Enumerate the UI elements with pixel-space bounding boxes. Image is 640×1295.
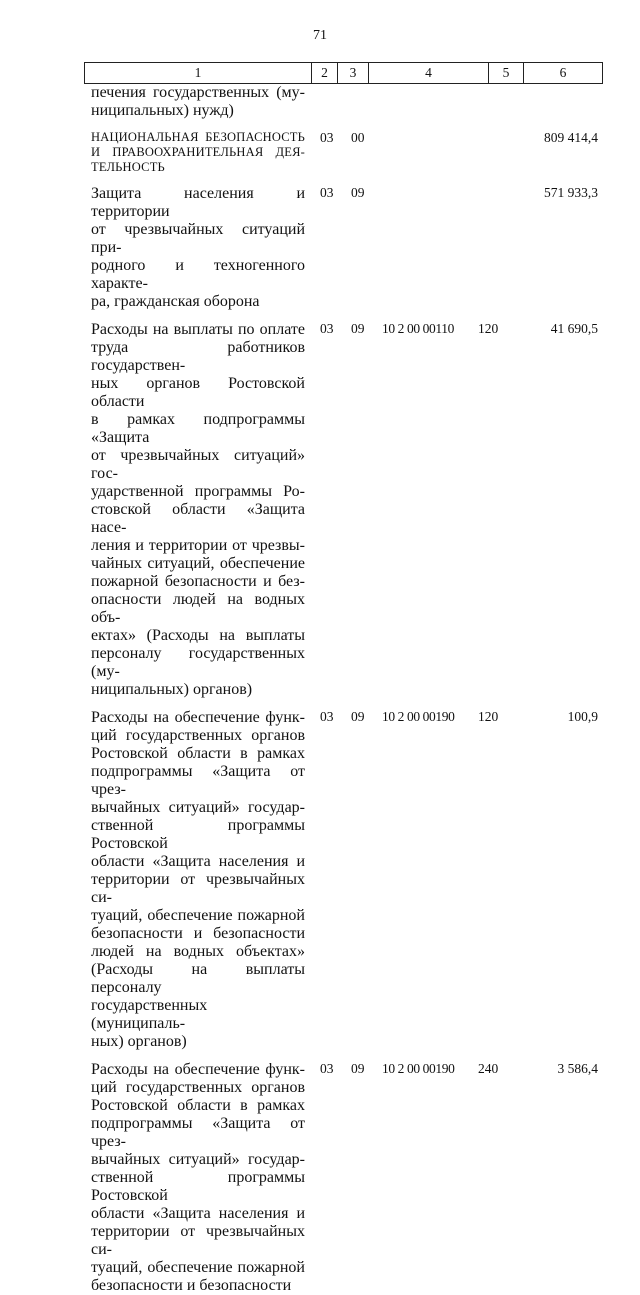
row-name-line: опасности людей на водных объ- [91,591,305,626]
row-name-line: родного и техногенного характе- [91,257,305,292]
page-number: 71 [313,28,327,43]
row-name-line: туаций, обеспечение пожарной [91,1259,305,1276]
row-col-6-cell: 571 933,3 [544,185,598,200]
row-col-3-cell: 00 [351,130,365,145]
row-name-line: Расходы на обеспечение функ- [91,709,305,726]
row-name-cell [91,130,305,175]
row-name-line: области «Защита населения и [91,853,305,870]
row-name-line: персоналу государственных (му- [91,645,305,680]
row-name-line: НАЦИОНАЛЬНАЯ БЕЗОПАСНОСТЬ [91,130,305,144]
row-name-line: подпрограммы «Защита от чрез- [91,1115,305,1150]
row-col-5-cell: 120 [478,709,499,724]
row-col-4-cell: 10 2 00 00110 [382,321,454,336]
row-name-line: И ПРАВООХРАНИТЕЛЬНАЯ ДЕЯ- [91,145,305,159]
row-name-line: пожарной безопасности и без- [91,573,305,590]
table-row [0,1061,640,1295]
table-row [0,709,640,1051]
row-name-line: ций государственных органов [91,727,305,744]
row-col-6-cell: 3 586,4 [557,1061,598,1076]
row-col-2-cell: 03 [320,185,334,200]
header-col-2: 2 [312,63,338,84]
row-name-line: ций государственных органов [91,1079,305,1096]
row-name-line: области «Защита населения и [91,1205,305,1222]
row-name-line: территории от чрезвычайных си- [91,871,305,906]
row-name-line: безопасности и безопасности [91,1277,292,1294]
row-col-6-cell: 41 690,5 [550,321,598,336]
row-name-line: в рамках подпрограммы «Защита [91,411,305,446]
row-name-line: печения государственных (му- [91,84,305,101]
row-name-line: ектах» (Расходы на выплаты [91,627,305,644]
row-name-line: ниципальных) нужд) [91,102,234,119]
row-name-line: Защита населения и территории [91,185,305,220]
header-col-4: 4 [369,63,489,84]
row-col-2-cell: 03 [320,130,334,145]
row-col-2-cell: 03 [320,321,334,336]
row-name-line: вычайных ситуаций» государ- [91,799,305,816]
row-name-line: ственной программы Ростовской [91,817,305,852]
row-name-line: чайных ситуаций, обеспечение [91,555,305,572]
row-name-line: ных) органов) [91,1033,187,1050]
row-name-line: туаций, обеспечение пожарной [91,907,305,924]
table-row [0,130,640,175]
row-name-cell [91,84,305,120]
row-name-line: ных органов Ростовской области [91,375,305,410]
row-name-line: Расходы на обеспечение функ- [91,1061,305,1078]
header-col-5: 5 [489,63,524,84]
row-name-line: Ростовской области в рамках [91,1097,305,1114]
row-name-cell [91,185,305,311]
row-col-2-cell: 03 [320,1061,334,1076]
row-name-cell [91,709,305,1051]
row-col-5-cell: 240 [478,1061,499,1076]
row-name-line: ления и территории от чрезвы- [91,537,305,554]
row-col-4-cell: 10 2 00 00190 [382,1061,455,1076]
row-name-line: стовской области «Защита насе- [91,501,305,536]
row-name-line: безопасности и безопасности [91,925,305,942]
table-row [0,84,640,120]
row-col-2-cell: 03 [320,709,334,724]
row-name-line: ТЕЛЬНОСТЬ [91,160,165,174]
row-col-3-cell: 09 [351,1061,365,1076]
row-name-line: ударственной программы Ро- [91,483,305,500]
header-col-6: 6 [524,63,603,84]
row-name-line: людей на водных объектах» [91,943,305,960]
header-col-1: 1 [85,63,312,84]
row-col-3-cell: 09 [351,709,365,724]
row-name-line: ра, гражданская оборона [91,293,260,310]
table-row [0,321,640,699]
row-name-line: Ростовской области в рамках [91,745,305,762]
row-name-line: государственных (муниципаль- [91,997,208,1032]
row-col-6-cell: 809 414,4 [544,130,598,145]
row-name-line: труда работников государствен- [91,339,305,374]
header-col-3: 3 [338,63,369,84]
row-name-line: подпрограммы «Защита от чрез- [91,763,305,798]
table-header [84,62,603,84]
row-name-line: (Расходы на выплаты персоналу [91,961,305,996]
row-name-line: территории от чрезвычайных си- [91,1223,305,1258]
table-body [0,84,640,1295]
row-col-5-cell: 120 [478,321,499,336]
row-name-line: ниципальных) органов) [91,681,253,698]
row-col-3-cell: 09 [351,321,365,336]
row-name-line: Расходы на выплаты по оплате [91,321,305,338]
row-col-3-cell: 09 [351,185,365,200]
row-col-6-cell: 100,9 [567,709,598,724]
row-name-line: от чрезвычайных ситуаций» гос- [91,447,305,482]
table-row [0,185,640,311]
row-name-line: от чрезвычайных ситуаций при- [91,221,305,256]
row-col-4-cell: 10 2 00 00190 [382,709,455,724]
row-name-cell [91,321,305,699]
row-name-line: вычайных ситуаций» государ- [91,1151,305,1168]
row-name-cell [91,1061,305,1295]
row-name-line: ственной программы Ростовской [91,1169,305,1204]
